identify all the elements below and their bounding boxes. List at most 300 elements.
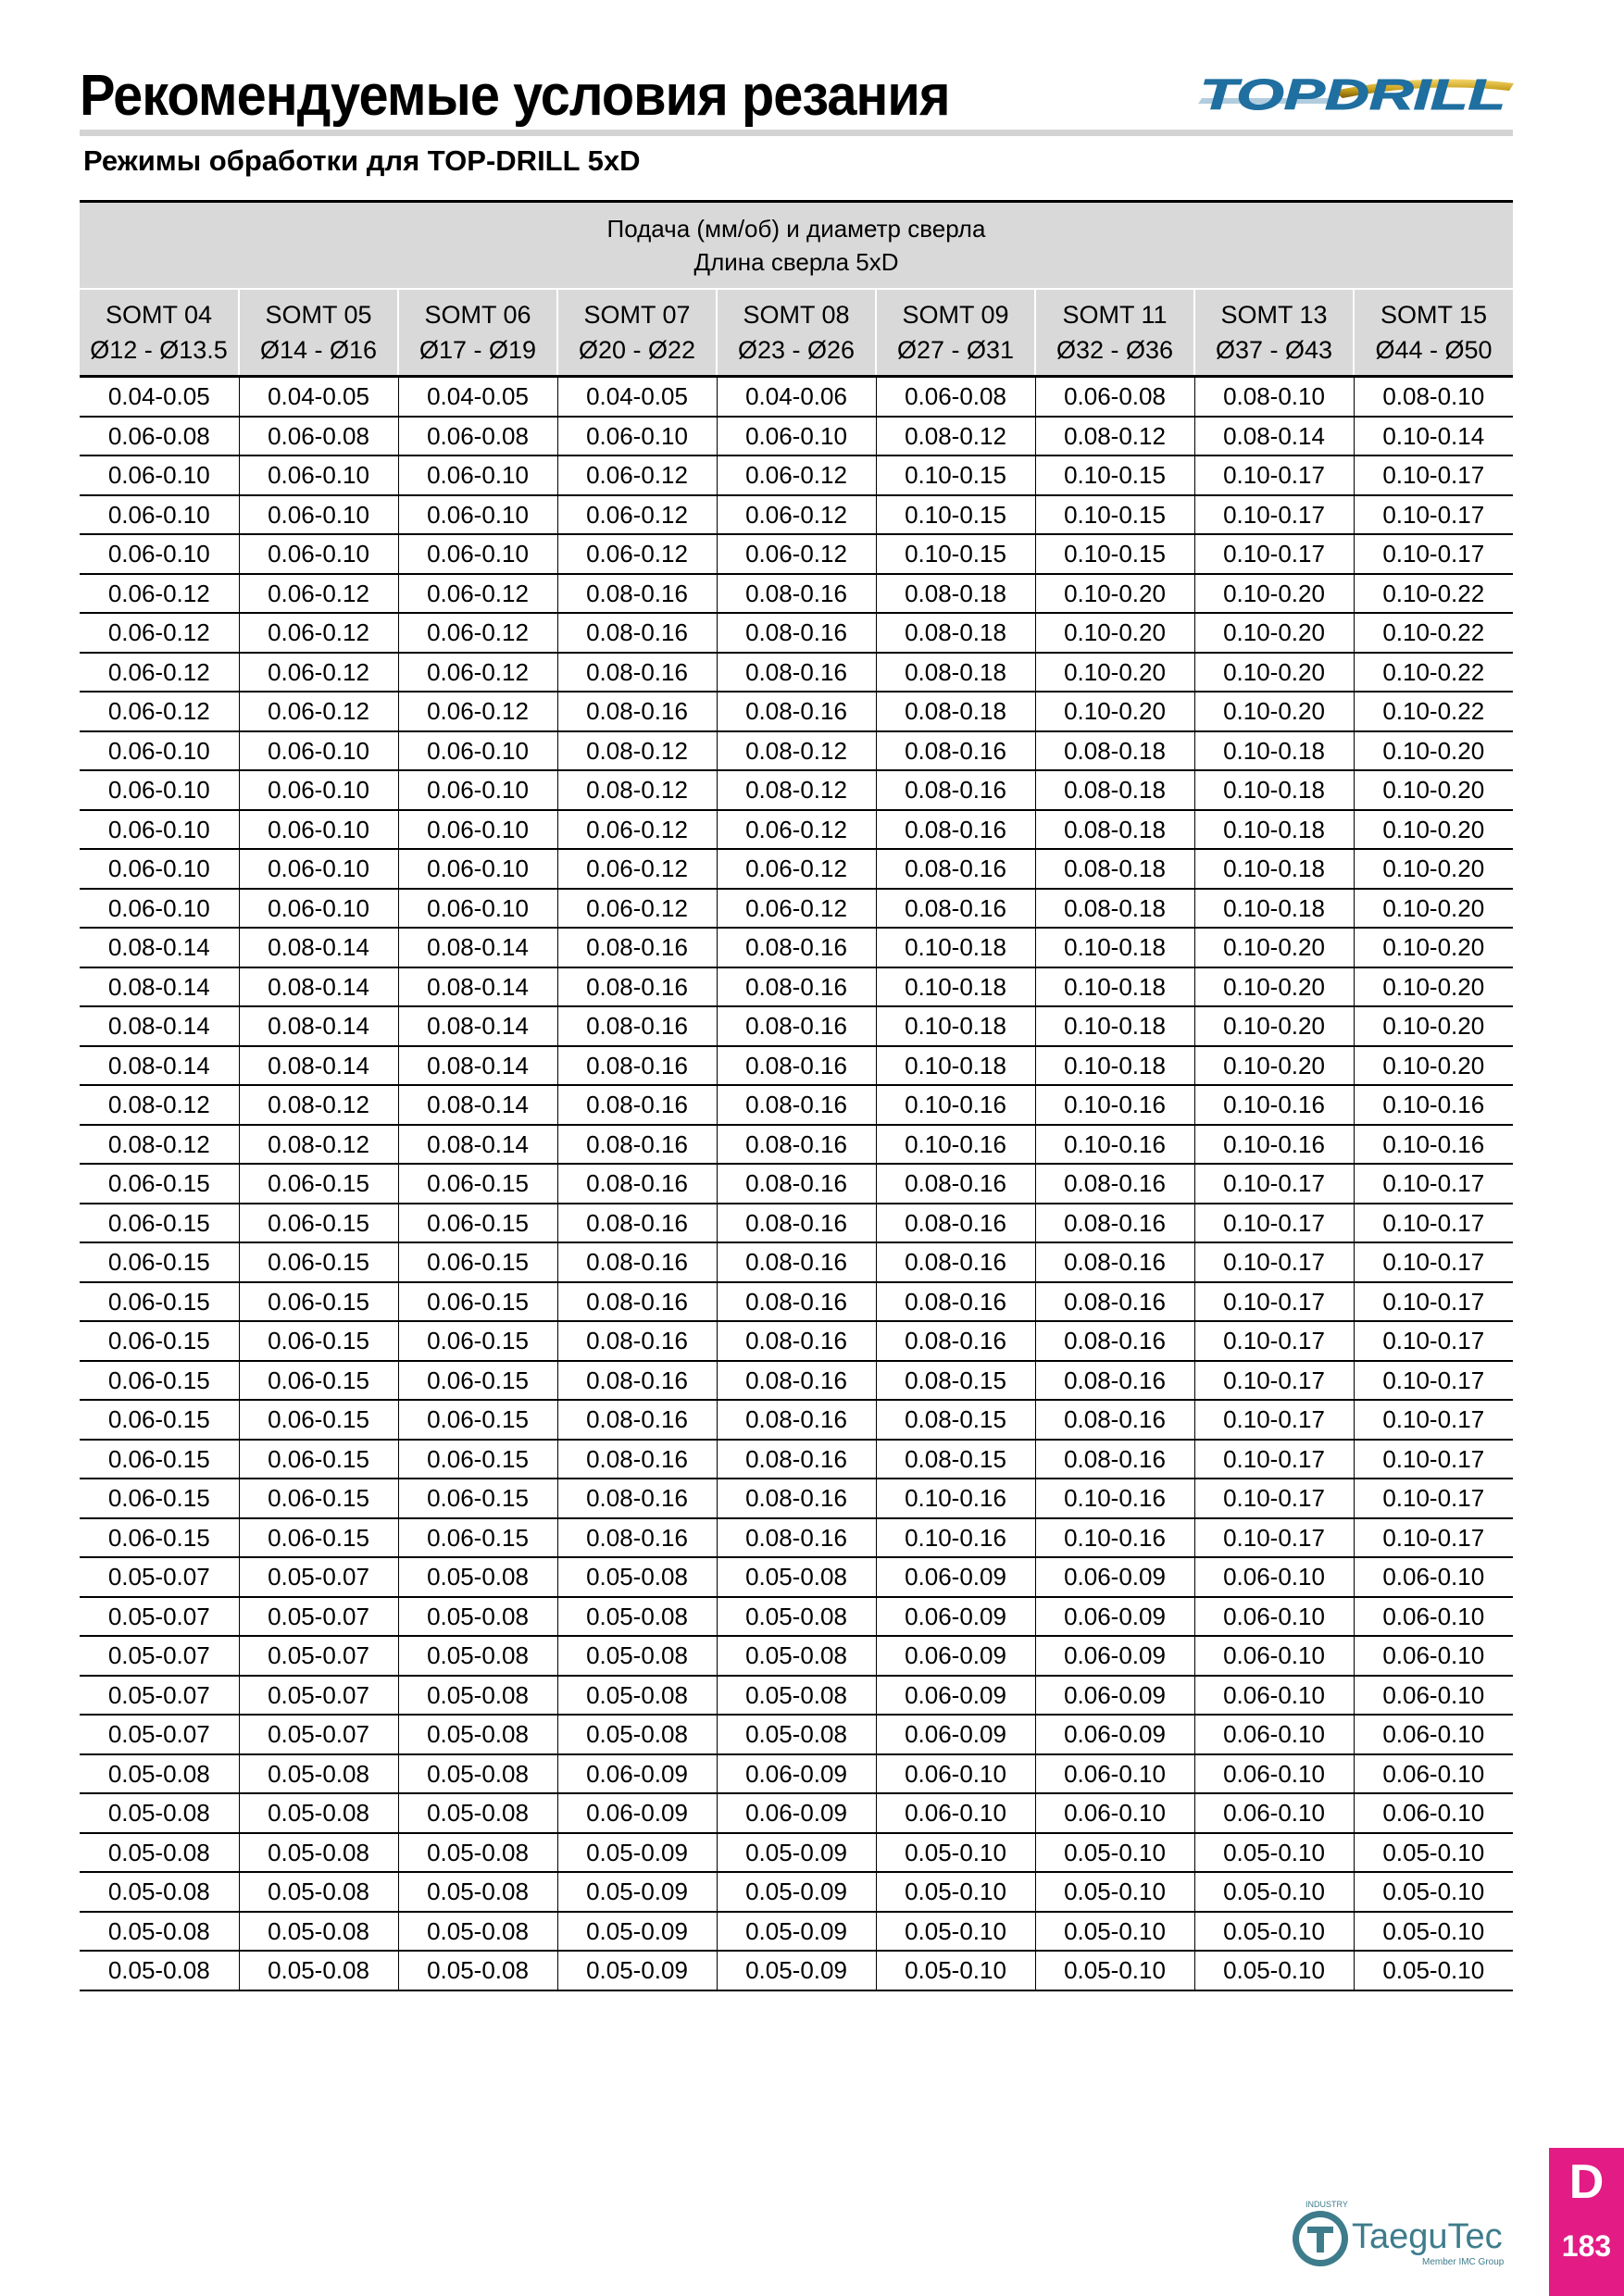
table-cell: 0.08-0.14	[80, 967, 239, 1007]
table-cell: 0.08-0.16	[557, 928, 717, 967]
table-cell: 0.08-0.12	[80, 1125, 239, 1165]
table-cell: 0.08-0.16	[876, 810, 1035, 850]
table-row	[80, 1361, 1513, 1401]
column-model: SOMT 15	[1380, 301, 1488, 329]
table-row	[80, 495, 1513, 535]
table-row	[80, 1046, 1513, 1086]
table-cell: 0.06-0.12	[80, 653, 239, 693]
table-cell: 0.10-0.20	[1194, 1046, 1354, 1086]
table-cell: 0.05-0.07	[80, 1715, 239, 1754]
table-cell: 0.06-0.10	[398, 889, 557, 929]
table-cell: 0.10-0.16	[1194, 1125, 1354, 1165]
table-cell: 0.08-0.16	[876, 1164, 1035, 1204]
table-cell: 0.06-0.09	[876, 1636, 1035, 1676]
table-cell: 0.05-0.08	[557, 1715, 717, 1754]
table-cell: 0.06-0.15	[398, 1164, 557, 1204]
table-cell: 0.05-0.08	[717, 1715, 876, 1754]
table-cell: 0.06-0.10	[1354, 1754, 1513, 1794]
table-cell: 0.06-0.12	[80, 574, 239, 614]
table-cell: 0.05-0.10	[876, 1912, 1035, 1952]
table-cell: 0.05-0.08	[239, 1793, 398, 1833]
table-cell: 0.04-0.05	[80, 377, 239, 417]
table-cell: 0.08-0.16	[717, 1085, 876, 1125]
table-cell: 0.10-0.20	[1035, 574, 1194, 614]
table-cell: 0.05-0.07	[80, 1636, 239, 1676]
table-cell: 0.10-0.16	[1354, 1125, 1513, 1165]
table-row	[80, 1636, 1513, 1676]
table-cell: 0.05-0.09	[717, 1872, 876, 1912]
table-cell: 0.06-0.10	[398, 849, 557, 889]
table-cell: 0.08-0.14	[239, 1006, 398, 1046]
table-cell: 0.05-0.08	[398, 1676, 557, 1716]
column-model: SOMT 13	[1220, 301, 1328, 329]
table-cell: 0.06-0.12	[557, 849, 717, 889]
table-cell: 0.05-0.08	[557, 1636, 717, 1676]
table-cell: 0.10-0.22	[1354, 574, 1513, 614]
table-cell: 0.08-0.18	[1035, 810, 1194, 850]
table-cell: 0.10-0.20	[1354, 849, 1513, 889]
table-cell: 0.10-0.18	[1035, 928, 1194, 967]
column-range: Ø32 - Ø36	[1056, 336, 1174, 364]
table-cell: 0.06-0.09	[876, 1597, 1035, 1637]
column-range: Ø17 - Ø19	[418, 336, 537, 364]
table-cell: 0.05-0.08	[398, 1912, 557, 1952]
table-cell: 0.10-0.17	[1194, 1321, 1354, 1361]
table-cell: 0.08-0.16	[876, 1282, 1035, 1322]
table-cell: 0.10-0.16	[1035, 1518, 1194, 1558]
table-cell: 0.10-0.20	[1035, 692, 1194, 731]
table-cell: 0.06-0.10	[1354, 1557, 1513, 1597]
table-row	[80, 534, 1513, 574]
table-cell: 0.08-0.14	[398, 967, 557, 1007]
table-cell: 0.05-0.08	[80, 1833, 239, 1873]
column-header	[239, 289, 398, 377]
table-cell: 0.06-0.12	[557, 810, 717, 850]
table-cell: 0.10-0.17	[1354, 1518, 1513, 1558]
table-cell: 0.06-0.15	[80, 1321, 239, 1361]
table-cell: 0.06-0.10	[239, 770, 398, 810]
table-cell: 0.05-0.09	[717, 1951, 876, 1990]
table-cell: 0.04-0.05	[398, 377, 557, 417]
table-cell: 0.10-0.17	[1354, 455, 1513, 495]
table-cell: 0.06-0.08	[239, 417, 398, 456]
table-cell: 0.08-0.16	[1035, 1321, 1194, 1361]
column-model: SOMT 09	[902, 301, 1009, 329]
table-cell: 0.10-0.18	[1194, 849, 1354, 889]
table-cell: 0.10-0.17	[1194, 1204, 1354, 1243]
column-header-row	[80, 289, 1513, 377]
table-cell: 0.05-0.08	[398, 1872, 557, 1912]
table-cell: 0.06-0.12	[557, 534, 717, 574]
table-row	[80, 1676, 1513, 1716]
table-cell: 0.08-0.16	[717, 967, 876, 1007]
table-cell: 0.10-0.18	[876, 1046, 1035, 1086]
table-cell: 0.08-0.18	[876, 613, 1035, 653]
table-cell: 0.08-0.12	[557, 770, 717, 810]
table-row	[80, 1164, 1513, 1204]
table-cell: 0.06-0.10	[1354, 1597, 1513, 1637]
table-row	[80, 455, 1513, 495]
table-cell: 0.08-0.16	[717, 1125, 876, 1165]
table-cell: 0.05-0.08	[398, 1715, 557, 1754]
column-range: Ø20 - Ø22	[578, 336, 696, 364]
table-cell: 0.08-0.18	[876, 574, 1035, 614]
table-cell: 0.06-0.09	[1035, 1597, 1194, 1637]
feed-group-header: Подача (мм/об) и диаметр сверла Длина сверла 5xD	[80, 202, 1513, 290]
table-cell: 0.06-0.09	[1035, 1636, 1194, 1676]
table-row	[80, 1833, 1513, 1873]
table-cell: 0.08-0.12	[557, 731, 717, 771]
table-cell: 0.08-0.16	[1035, 1440, 1194, 1479]
table-row	[80, 417, 1513, 456]
table-cell: 0.06-0.15	[239, 1361, 398, 1401]
table-cell: 0.08-0.16	[1035, 1242, 1194, 1282]
table-cell: 0.06-0.10	[557, 417, 717, 456]
table-cell: 0.06-0.10	[398, 770, 557, 810]
table-cell: 0.10-0.15	[876, 455, 1035, 495]
table-cell: 0.06-0.12	[717, 534, 876, 574]
table-cell: 0.06-0.12	[557, 455, 717, 495]
table-cell: 0.08-0.16	[717, 1479, 876, 1518]
column-model: SOMT 07	[583, 301, 691, 329]
table-cell: 0.08-0.16	[557, 1361, 717, 1401]
column-model: SOMT 06	[424, 301, 531, 329]
table-cell: 0.05-0.08	[557, 1676, 717, 1716]
table-cell: 0.08-0.16	[557, 1164, 717, 1204]
table-cell: 0.10-0.17	[1354, 495, 1513, 535]
table-cell: 0.05-0.10	[1354, 1872, 1513, 1912]
table-cell: 0.05-0.10	[876, 1872, 1035, 1912]
table-cell: 0.06-0.15	[398, 1440, 557, 1479]
table-cell: 0.06-0.10	[1194, 1793, 1354, 1833]
table-cell: 0.08-0.14	[398, 1046, 557, 1086]
table-cell: 0.05-0.08	[239, 1833, 398, 1873]
table-cell: 0.05-0.08	[557, 1597, 717, 1637]
table-row	[80, 1597, 1513, 1637]
table-cell: 0.10-0.18	[876, 1006, 1035, 1046]
table-cell: 0.10-0.20	[1354, 928, 1513, 967]
table-cell: 0.08-0.16	[717, 1400, 876, 1440]
table-cell: 0.08-0.16	[1035, 1400, 1194, 1440]
table-cell: 0.10-0.20	[1194, 653, 1354, 693]
table-cell: 0.06-0.10	[1354, 1793, 1513, 1833]
table-cell: 0.05-0.08	[398, 1597, 557, 1637]
table-cell: 0.06-0.10	[80, 849, 239, 889]
table-cell: 0.06-0.12	[717, 455, 876, 495]
table-cell: 0.08-0.16	[557, 1321, 717, 1361]
table-cell: 0.06-0.09	[557, 1754, 717, 1794]
table-cell: 0.05-0.07	[80, 1597, 239, 1637]
table-cell: 0.06-0.09	[717, 1754, 876, 1794]
table-cell: 0.08-0.16	[557, 574, 717, 614]
page-title: Рекомендуемые условия резания	[80, 64, 950, 128]
table-cell: 0.06-0.12	[717, 810, 876, 850]
table-cell: 0.10-0.18	[1194, 731, 1354, 771]
table-cell: 0.06-0.12	[239, 574, 398, 614]
column-model: SOMT 05	[265, 301, 372, 329]
table-cell: 0.05-0.09	[717, 1912, 876, 1952]
table-cell: 0.06-0.15	[398, 1242, 557, 1282]
table-cell: 0.05-0.08	[80, 1754, 239, 1794]
table-cell: 0.10-0.20	[1035, 653, 1194, 693]
table-cell: 0.10-0.17	[1354, 1204, 1513, 1243]
table-cell: 0.05-0.07	[80, 1676, 239, 1716]
table-cell: 0.06-0.10	[1354, 1636, 1513, 1676]
column-range: Ø23 - Ø26	[737, 336, 856, 364]
table-cell: 0.06-0.15	[239, 1440, 398, 1479]
table-cell: 0.05-0.08	[398, 1636, 557, 1676]
table-cell: 0.06-0.10	[80, 455, 239, 495]
column-header	[1194, 289, 1354, 377]
table-cell: 0.06-0.15	[80, 1242, 239, 1282]
table-cell: 0.10-0.20	[1194, 574, 1354, 614]
table-cell: 0.10-0.15	[876, 534, 1035, 574]
table-cell: 0.08-0.14	[398, 1006, 557, 1046]
table-cell: 0.10-0.16	[1035, 1479, 1194, 1518]
table-cell: 0.05-0.08	[80, 1793, 239, 1833]
table-cell: 0.10-0.15	[1035, 495, 1194, 535]
table-cell: 0.06-0.10	[1194, 1715, 1354, 1754]
table-cell: 0.08-0.16	[876, 731, 1035, 771]
table-cell: 0.05-0.10	[1035, 1872, 1194, 1912]
table-row	[80, 1518, 1513, 1558]
table-cell: 0.10-0.18	[1035, 1006, 1194, 1046]
table-cell: 0.05-0.08	[557, 1557, 717, 1597]
table-cell: 0.08-0.16	[1035, 1282, 1194, 1322]
table-cell: 0.04-0.06	[717, 377, 876, 417]
table-cell: 0.05-0.10	[1035, 1951, 1194, 1990]
table-row	[80, 1400, 1513, 1440]
table-cell: 0.08-0.12	[80, 1085, 239, 1125]
table-cell: 0.06-0.10	[239, 455, 398, 495]
table-cell: 0.05-0.08	[239, 1951, 398, 1990]
table-cell: 0.06-0.12	[398, 653, 557, 693]
table-cell: 0.08-0.16	[557, 967, 717, 1007]
table-cell: 0.06-0.15	[80, 1361, 239, 1401]
table-cell: 0.05-0.07	[239, 1597, 398, 1637]
table-row	[80, 613, 1513, 653]
table-cell: 0.08-0.12	[876, 417, 1035, 456]
table-cell: 0.10-0.17	[1194, 1282, 1354, 1322]
table-cell: 0.06-0.15	[80, 1164, 239, 1204]
table-cell: 0.05-0.08	[717, 1597, 876, 1637]
table-cell: 0.10-0.16	[876, 1125, 1035, 1165]
table-cell: 0.08-0.18	[1035, 889, 1194, 929]
table-cell: 0.05-0.10	[876, 1833, 1035, 1873]
page-number: 183	[1561, 2229, 1612, 2263]
table-cell: 0.10-0.20	[1194, 692, 1354, 731]
table-cell: 0.06-0.15	[80, 1204, 239, 1243]
table-cell: 0.06-0.10	[398, 455, 557, 495]
table-row	[80, 1006, 1513, 1046]
taegutec-logo	[1285, 2192, 1544, 2276]
table-cell: 0.08-0.16	[557, 1125, 717, 1165]
table-row	[80, 692, 1513, 731]
table-cell: 0.10-0.16	[876, 1518, 1035, 1558]
table-cell: 0.10-0.17	[1194, 1242, 1354, 1282]
table-cell: 0.08-0.16	[717, 1440, 876, 1479]
table-cell: 0.06-0.15	[80, 1400, 239, 1440]
table-cell: 0.06-0.10	[876, 1754, 1035, 1794]
table-cell: 0.10-0.20	[1194, 1006, 1354, 1046]
table-cell: 0.06-0.15	[80, 1479, 239, 1518]
table-cell: 0.06-0.12	[717, 889, 876, 929]
table-cell: 0.05-0.10	[1035, 1912, 1194, 1952]
table-cell: 0.10-0.20	[1354, 731, 1513, 771]
table-cell: 0.06-0.10	[1194, 1597, 1354, 1637]
table-cell: 0.08-0.16	[717, 692, 876, 731]
table-cell: 0.05-0.09	[557, 1872, 717, 1912]
table-cell: 0.08-0.15	[876, 1361, 1035, 1401]
table-cell: 0.05-0.09	[557, 1833, 717, 1873]
table-cell: 0.10-0.20	[1354, 1006, 1513, 1046]
table-cell: 0.08-0.16	[557, 1085, 717, 1125]
table-cell: 0.06-0.15	[239, 1242, 398, 1282]
brand-arc-text: INDUSTRY	[1305, 2200, 1348, 2209]
table-cell: 0.06-0.12	[239, 692, 398, 731]
table-cell: 0.05-0.07	[239, 1557, 398, 1597]
table-cell: 0.08-0.12	[717, 731, 876, 771]
table-cell: 0.06-0.15	[239, 1282, 398, 1322]
feed-table	[80, 200, 1513, 1991]
table-cell: 0.10-0.17	[1354, 1242, 1513, 1282]
table-cell: 0.05-0.08	[80, 1951, 239, 1990]
table-cell: 0.06-0.15	[398, 1479, 557, 1518]
table-cell: 0.06-0.10	[80, 810, 239, 850]
column-header	[876, 289, 1035, 377]
table-row	[80, 1793, 1513, 1833]
table-cell: 0.05-0.08	[717, 1676, 876, 1716]
table-cell: 0.05-0.08	[80, 1872, 239, 1912]
table-cell: 0.06-0.15	[239, 1204, 398, 1243]
table-cell: 0.08-0.16	[557, 1242, 717, 1282]
table-row	[80, 810, 1513, 850]
logo-wordmark: TOPDRILL	[1200, 70, 1505, 119]
table-row	[80, 731, 1513, 771]
table-cell: 0.08-0.14	[239, 1046, 398, 1086]
table-cell: 0.08-0.16	[717, 1282, 876, 1322]
table-cell: 0.10-0.20	[1354, 889, 1513, 929]
table-cell: 0.06-0.10	[1194, 1557, 1354, 1597]
table-cell: 0.08-0.18	[1035, 849, 1194, 889]
table-cell: 0.08-0.14	[80, 1006, 239, 1046]
table-cell: 0.08-0.16	[557, 613, 717, 653]
table-cell: 0.06-0.12	[239, 613, 398, 653]
table-cell: 0.06-0.12	[717, 495, 876, 535]
table-cell: 0.10-0.20	[1354, 810, 1513, 850]
table-cell: 0.08-0.16	[876, 849, 1035, 889]
table-cell: 0.05-0.07	[239, 1636, 398, 1676]
table-cell: 0.06-0.15	[398, 1400, 557, 1440]
table-cell: 0.10-0.15	[876, 495, 1035, 535]
table-cell: 0.08-0.16	[717, 1518, 876, 1558]
section-letter: D	[1568, 2155, 1605, 2209]
table-cell: 0.05-0.10	[1194, 1912, 1354, 1952]
table-row	[80, 1321, 1513, 1361]
table-row	[80, 1715, 1513, 1754]
table-cell: 0.08-0.18	[876, 692, 1035, 731]
table-cell: 0.06-0.12	[398, 692, 557, 731]
table-cell: 0.06-0.10	[239, 534, 398, 574]
table-cell: 0.08-0.16	[717, 574, 876, 614]
table-row	[80, 574, 1513, 614]
table-cell: 0.06-0.10	[80, 770, 239, 810]
column-header	[557, 289, 717, 377]
table-cell: 0.08-0.16	[717, 613, 876, 653]
table-cell: 0.10-0.17	[1194, 534, 1354, 574]
table-cell: 0.06-0.10	[398, 731, 557, 771]
table-cell: 0.06-0.10	[1194, 1676, 1354, 1716]
table-cell: 0.08-0.14	[239, 967, 398, 1007]
table-cell: 0.06-0.15	[398, 1321, 557, 1361]
table-cell: 0.06-0.10	[80, 495, 239, 535]
table-cell: 0.08-0.16	[1035, 1204, 1194, 1243]
table-cell: 0.10-0.17	[1194, 1518, 1354, 1558]
table-cell: 0.10-0.20	[1194, 967, 1354, 1007]
table-cell: 0.08-0.18	[1035, 731, 1194, 771]
table-cell: 0.04-0.05	[239, 377, 398, 417]
table-cell: 0.06-0.10	[80, 534, 239, 574]
table-cell: 0.08-0.15	[876, 1400, 1035, 1440]
feed-group-header-row	[80, 202, 1513, 290]
table-cell: 0.06-0.15	[239, 1321, 398, 1361]
section-tab	[1549, 2148, 1624, 2296]
table-cell: 0.08-0.18	[1035, 770, 1194, 810]
table-cell: 0.08-0.16	[557, 692, 717, 731]
table-cell: 0.10-0.20	[1194, 928, 1354, 967]
table-cell: 0.06-0.12	[80, 613, 239, 653]
table-cell: 0.10-0.18	[1035, 967, 1194, 1007]
table-cell: 0.08-0.16	[876, 1242, 1035, 1282]
table-cell: 0.06-0.09	[876, 1557, 1035, 1597]
table-cell: 0.10-0.16	[876, 1085, 1035, 1125]
column-range: Ø27 - Ø31	[896, 336, 1015, 364]
table-row	[80, 1125, 1513, 1165]
table-cell: 0.08-0.16	[1035, 1361, 1194, 1401]
table-cell: 0.06-0.10	[398, 495, 557, 535]
table-cell: 0.10-0.17	[1194, 1164, 1354, 1204]
table-cell: 0.08-0.16	[717, 1046, 876, 1086]
table-cell: 0.06-0.09	[717, 1793, 876, 1833]
column-model: SOMT 04	[105, 301, 213, 329]
table-cell: 0.05-0.07	[239, 1676, 398, 1716]
table-cell: 0.08-0.12	[239, 1085, 398, 1125]
table-cell: 0.05-0.10	[1354, 1833, 1513, 1873]
column-range: Ø14 - Ø16	[259, 336, 378, 364]
table-row	[80, 1242, 1513, 1282]
table-row	[80, 1872, 1513, 1912]
table-cell: 0.06-0.15	[80, 1440, 239, 1479]
table-cell: 0.08-0.16	[557, 1006, 717, 1046]
table-cell: 0.06-0.09	[1035, 1676, 1194, 1716]
table-cell: 0.05-0.08	[398, 1793, 557, 1833]
table-cell: 0.10-0.20	[1194, 613, 1354, 653]
table-row	[80, 1479, 1513, 1518]
table-cell: 0.06-0.15	[80, 1282, 239, 1322]
table-cell: 0.06-0.12	[717, 849, 876, 889]
table-cell: 0.10-0.14	[1354, 417, 1513, 456]
page-subtitle: Режимы обработки для TOP-DRILL 5xD	[83, 144, 641, 177]
table-cell: 0.10-0.18	[1194, 810, 1354, 850]
table-cell: 0.06-0.15	[398, 1282, 557, 1322]
table-cell: 0.10-0.20	[1035, 613, 1194, 653]
table-cell: 0.05-0.08	[398, 1754, 557, 1794]
table-cell: 0.08-0.16	[557, 1046, 717, 1086]
table-cell: 0.10-0.22	[1354, 653, 1513, 693]
table-cell: 0.06-0.10	[239, 731, 398, 771]
table-cell: 0.06-0.09	[1035, 1557, 1194, 1597]
table-cell: 0.08-0.16	[557, 1479, 717, 1518]
